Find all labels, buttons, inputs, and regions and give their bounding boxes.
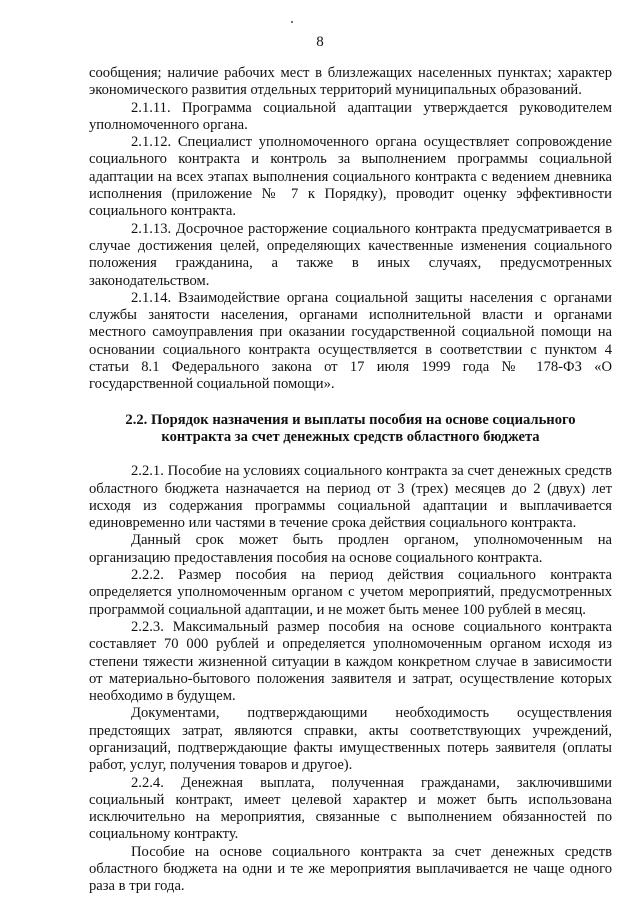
document-body (89, 65, 612, 896)
scan-speck (291, 21, 293, 23)
paragraph-2-2-4: 2.2.4. Денежная выплата, полученная гражданами, заключившими социальный контракт, имеет целевой характер и может быть использована исключительно на мероприятия, связанные с выполнением обязанностей по социальному контракту. (89, 774, 612, 843)
paragraph-continuation: сообщения; наличие рабочих мест в близлежащих населенных пунктах; характер экономического развития отдельных территорий муниципальных образований. (89, 65, 612, 99)
paragraph-2-2-2: 2.2.2. Размер пособия на период действия социального контракта определяется уполномоченным органом с учетом мероприятий, предусмотренных программой социальной адаптации, и не может быть менее 100 рублей в месяц. (89, 567, 612, 618)
paragraph-2-2-1-extension: Данный срок может быть продлен органом, уполномоченным на организацию предоставления пособия на основе социального контракта. (89, 532, 612, 566)
paragraph-2-2-3: 2.2.3. Максимальный размер пособия на основе социального контракта составляет 70 000 рублей и определяется уполномоченным органом исходя из степени тяжести жизненной ситуации в каждом конкретном случае в зависимости от материально-бытового положения заявителя и затрат, осуществление которых необходимо в будущем. (89, 618, 612, 705)
page-number: 8 (316, 34, 324, 50)
paragraph-2-2-3-documents: Документами, подтверждающими необходимость осуществления предстоящих затрат, являются справки, акты соответствующих учреждений, организаций, подтверждающие факты имущественных потерь заявителя (оплаты работ, услуг, получения товаров и другое). (89, 705, 612, 774)
paragraph-2-1-12: 2.1.12. Специалист уполномоченного органа осуществляет сопровождение социального контракта и контроль за выполнением программы социальной адаптации на всех этапах выполнения социального контракта с ведением дневника исполнения (приложение № 7 к Порядку), проводит оценку эффективности социального контракта. (89, 134, 612, 220)
paragraph-2-2-1: 2.2.1. Пособие на условиях социального контракта за счет денежных средств областного бюджета назначается на период от 3 (трех) месяцев до 2 (двух) лет исходя из содержания программы социальной адаптации и выплачивается единовременно или частями в течение срока действия социального контракта. (89, 463, 612, 532)
paragraph-2-1-11: 2.1.11. Программа социальной адаптации утверждается руководителем уполномоченного органа. (89, 99, 612, 133)
paragraph-2-2-4-frequency: Пособие на основе социального контракта за счет денежных средств областного бюджета на одни и те же мероприятия выплачивается не чаще одного раза в три года. (89, 843, 612, 895)
section-heading: 2.2. Порядок назначения и выплаты пособия на основе социального контракта за счет денежных средств областного бюджета (125, 411, 576, 445)
paragraph-2-1-14: 2.1.14. Взаимодействие органа социальной защиты населения с органами службы занятости населения, органами исполнительной власти и органами местного самоуправления при оказании государственной социальной помощи на основании социального контракта осуществляется в соответствии с пунктом 4 статьи 8.1 Федерального закона от 17 июля 1999 года № 178-ФЗ «О государственной социальной помощи». (89, 289, 612, 393)
paragraph-2-1-13: 2.1.13. Досрочное расторжение социального контракта предусматривается в случае достижения целей, определяющих качественные изменения социального положения гражданина, а также в иных случаях, предусмотренных законодательством. (89, 220, 612, 289)
